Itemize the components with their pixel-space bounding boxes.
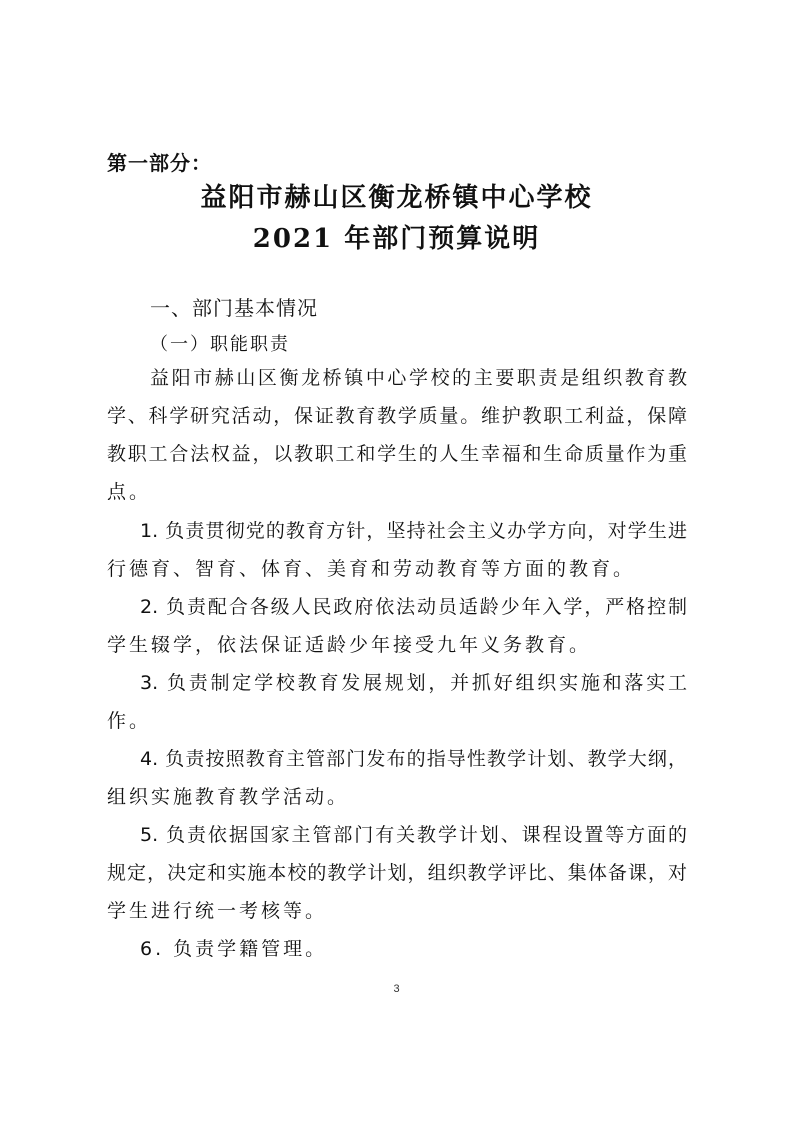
item-2-line-1: 2. 负责配合各级人民政府依法动员适龄少年入学，严格控制 xyxy=(140,596,687,618)
item-1-line-2: 行德育、智育、体育、美育和劳动教育等方面的教育。 xyxy=(107,558,636,580)
item-5-line-1: 5. 负责依据国家主管部门有关教学计划、课程设置等方面的 xyxy=(140,824,687,846)
intro-line-3: 教职工合法权益，以教职工和学生的人生幸福和生命质量作为重 xyxy=(107,443,687,465)
document-title-line-2: 2021 年部门预算说明 xyxy=(252,224,541,254)
document-title-line-1: 益阳市赫山区衡龙桥镇中心学校 xyxy=(200,183,593,213)
item-3-line-1: 3. 负责制定学校教育发展规划，并抓好组织实施和落实工 xyxy=(140,672,687,694)
item-5-line-2: 规定，决定和实施本校的教学计划，组织教学评比、集体备课，对 xyxy=(107,862,687,884)
intro-line-4: 点。 xyxy=(107,481,152,503)
item-6-line-1: 6. 负责学籍管理。 xyxy=(140,938,328,960)
section-heading-basic-info: 一、部门基本情况 xyxy=(150,296,318,320)
item-4-line-2: 组织实施教育教学活动。 xyxy=(107,786,350,808)
intro-line-1: 益阳市赫山区衡龙桥镇中心学校的主要职责是组织教育教 xyxy=(150,367,687,389)
item-3-line-2: 作。 xyxy=(107,710,152,732)
page-number: 3 xyxy=(393,983,400,995)
subsection-heading-duties: （一）职能职责 xyxy=(150,334,290,355)
intro-line-2: 学、科学研究活动，保证教育教学质量。维护教职工利益，保障 xyxy=(107,405,687,427)
item-5-line-3: 学生进行统一考核等。 xyxy=(107,900,328,922)
item-4-line-1: 4. 负责按照教育主管部门发布的指导性教学计划、教学大纲， xyxy=(140,748,687,770)
item-2-line-2: 学生辍学，依法保证适龄少年接受九年义务教育。 xyxy=(107,634,592,656)
item-1-line-1: 1. 负责贯彻党的教育方针，坚持社会主义办学方向，对学生进 xyxy=(140,520,687,542)
part-label: 第一部分： xyxy=(107,151,212,175)
